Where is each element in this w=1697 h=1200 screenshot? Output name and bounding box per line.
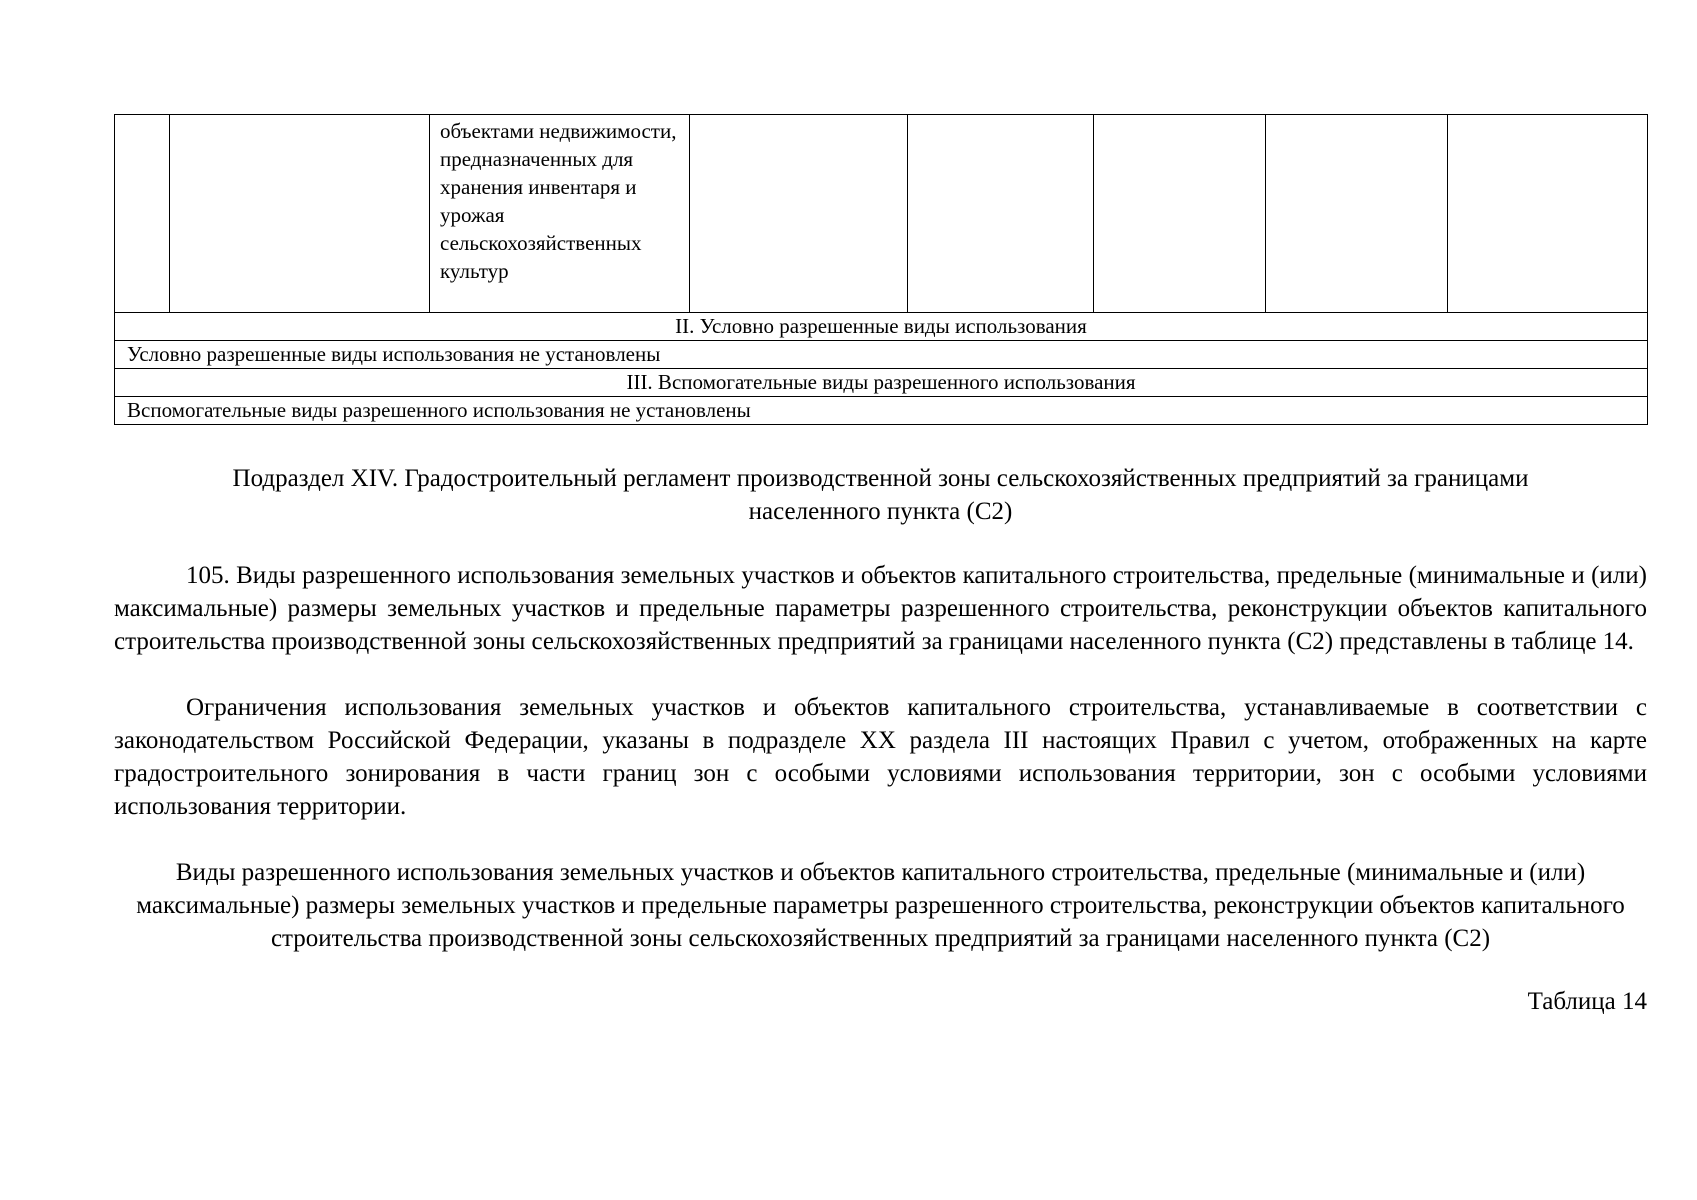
table-cell (1266, 115, 1448, 313)
paragraph-restrictions: Ограничения использования земельных участков и объектов капитального строительства, устанавливаемые в соответствии с законодательством Российской Федерации, указаны в подразделе XX раздела III настоящих Правил с учетом, отображенных на карте градостроительного зонирования в части границ зон с особыми условиями использования территории, зон с особыми условиями использования территории. (114, 694, 1647, 820)
table-row (115, 341, 1648, 369)
paragraph-105: 105. Виды разрешенного использования земельных участков и объектов капитального строительства, предельные (минимальные и (или) максимальные) размеры земельных участков и предельные параметры разрешенного строительства, реконструкции объектов капитального строительства производственной зоны сельскохозяйственных предприятий за границами населенного пункта (С2) представлены в таблице 14. (114, 562, 1647, 655)
section-heading-ii: II. Условно разрешенные виды использования (115, 313, 1648, 341)
section-heading-iii: III. Вспомогательные виды разрешенного использования (115, 369, 1648, 397)
table-caption: Виды разрешенного использования земельных участков и объектов капитального строительства, предельные (минимальные и (или) максимальные) размеры земельных участков и предельные параметры разрешенного строительства, реконструкции объектов капитального строительства производственной зоны сельскохозяйственных предприятий за границами населенного пункта (С2) (136, 859, 1625, 952)
regulation-table-continuation (114, 114, 1648, 425)
table-row (115, 115, 1648, 313)
table-cell-description: объектами недвижимости, предназначенных для хранения инвентаря и урожая сельскохозяйственных культур (430, 115, 690, 313)
table-number: Таблица 14 (1527, 988, 1647, 1015)
table-cell (170, 115, 430, 313)
section-note-ii: Условно разрешенные виды использования не установлены (115, 341, 1648, 369)
table-row (115, 313, 1648, 341)
table-cell (115, 115, 170, 313)
table-row (115, 397, 1648, 425)
section-note-iii: Вспомогательные виды разрешенного использования не установлены (115, 397, 1648, 425)
table-cell (908, 115, 1094, 313)
table-cell (690, 115, 908, 313)
subsection-title: Подраздел XIV. Градостроительный регламент производственной зоны сельскохозяйственных предприятий за границами населенного пункта (С2) (232, 465, 1529, 525)
table-row (115, 369, 1648, 397)
table-cell (1448, 115, 1648, 313)
table-cell (1094, 115, 1266, 313)
